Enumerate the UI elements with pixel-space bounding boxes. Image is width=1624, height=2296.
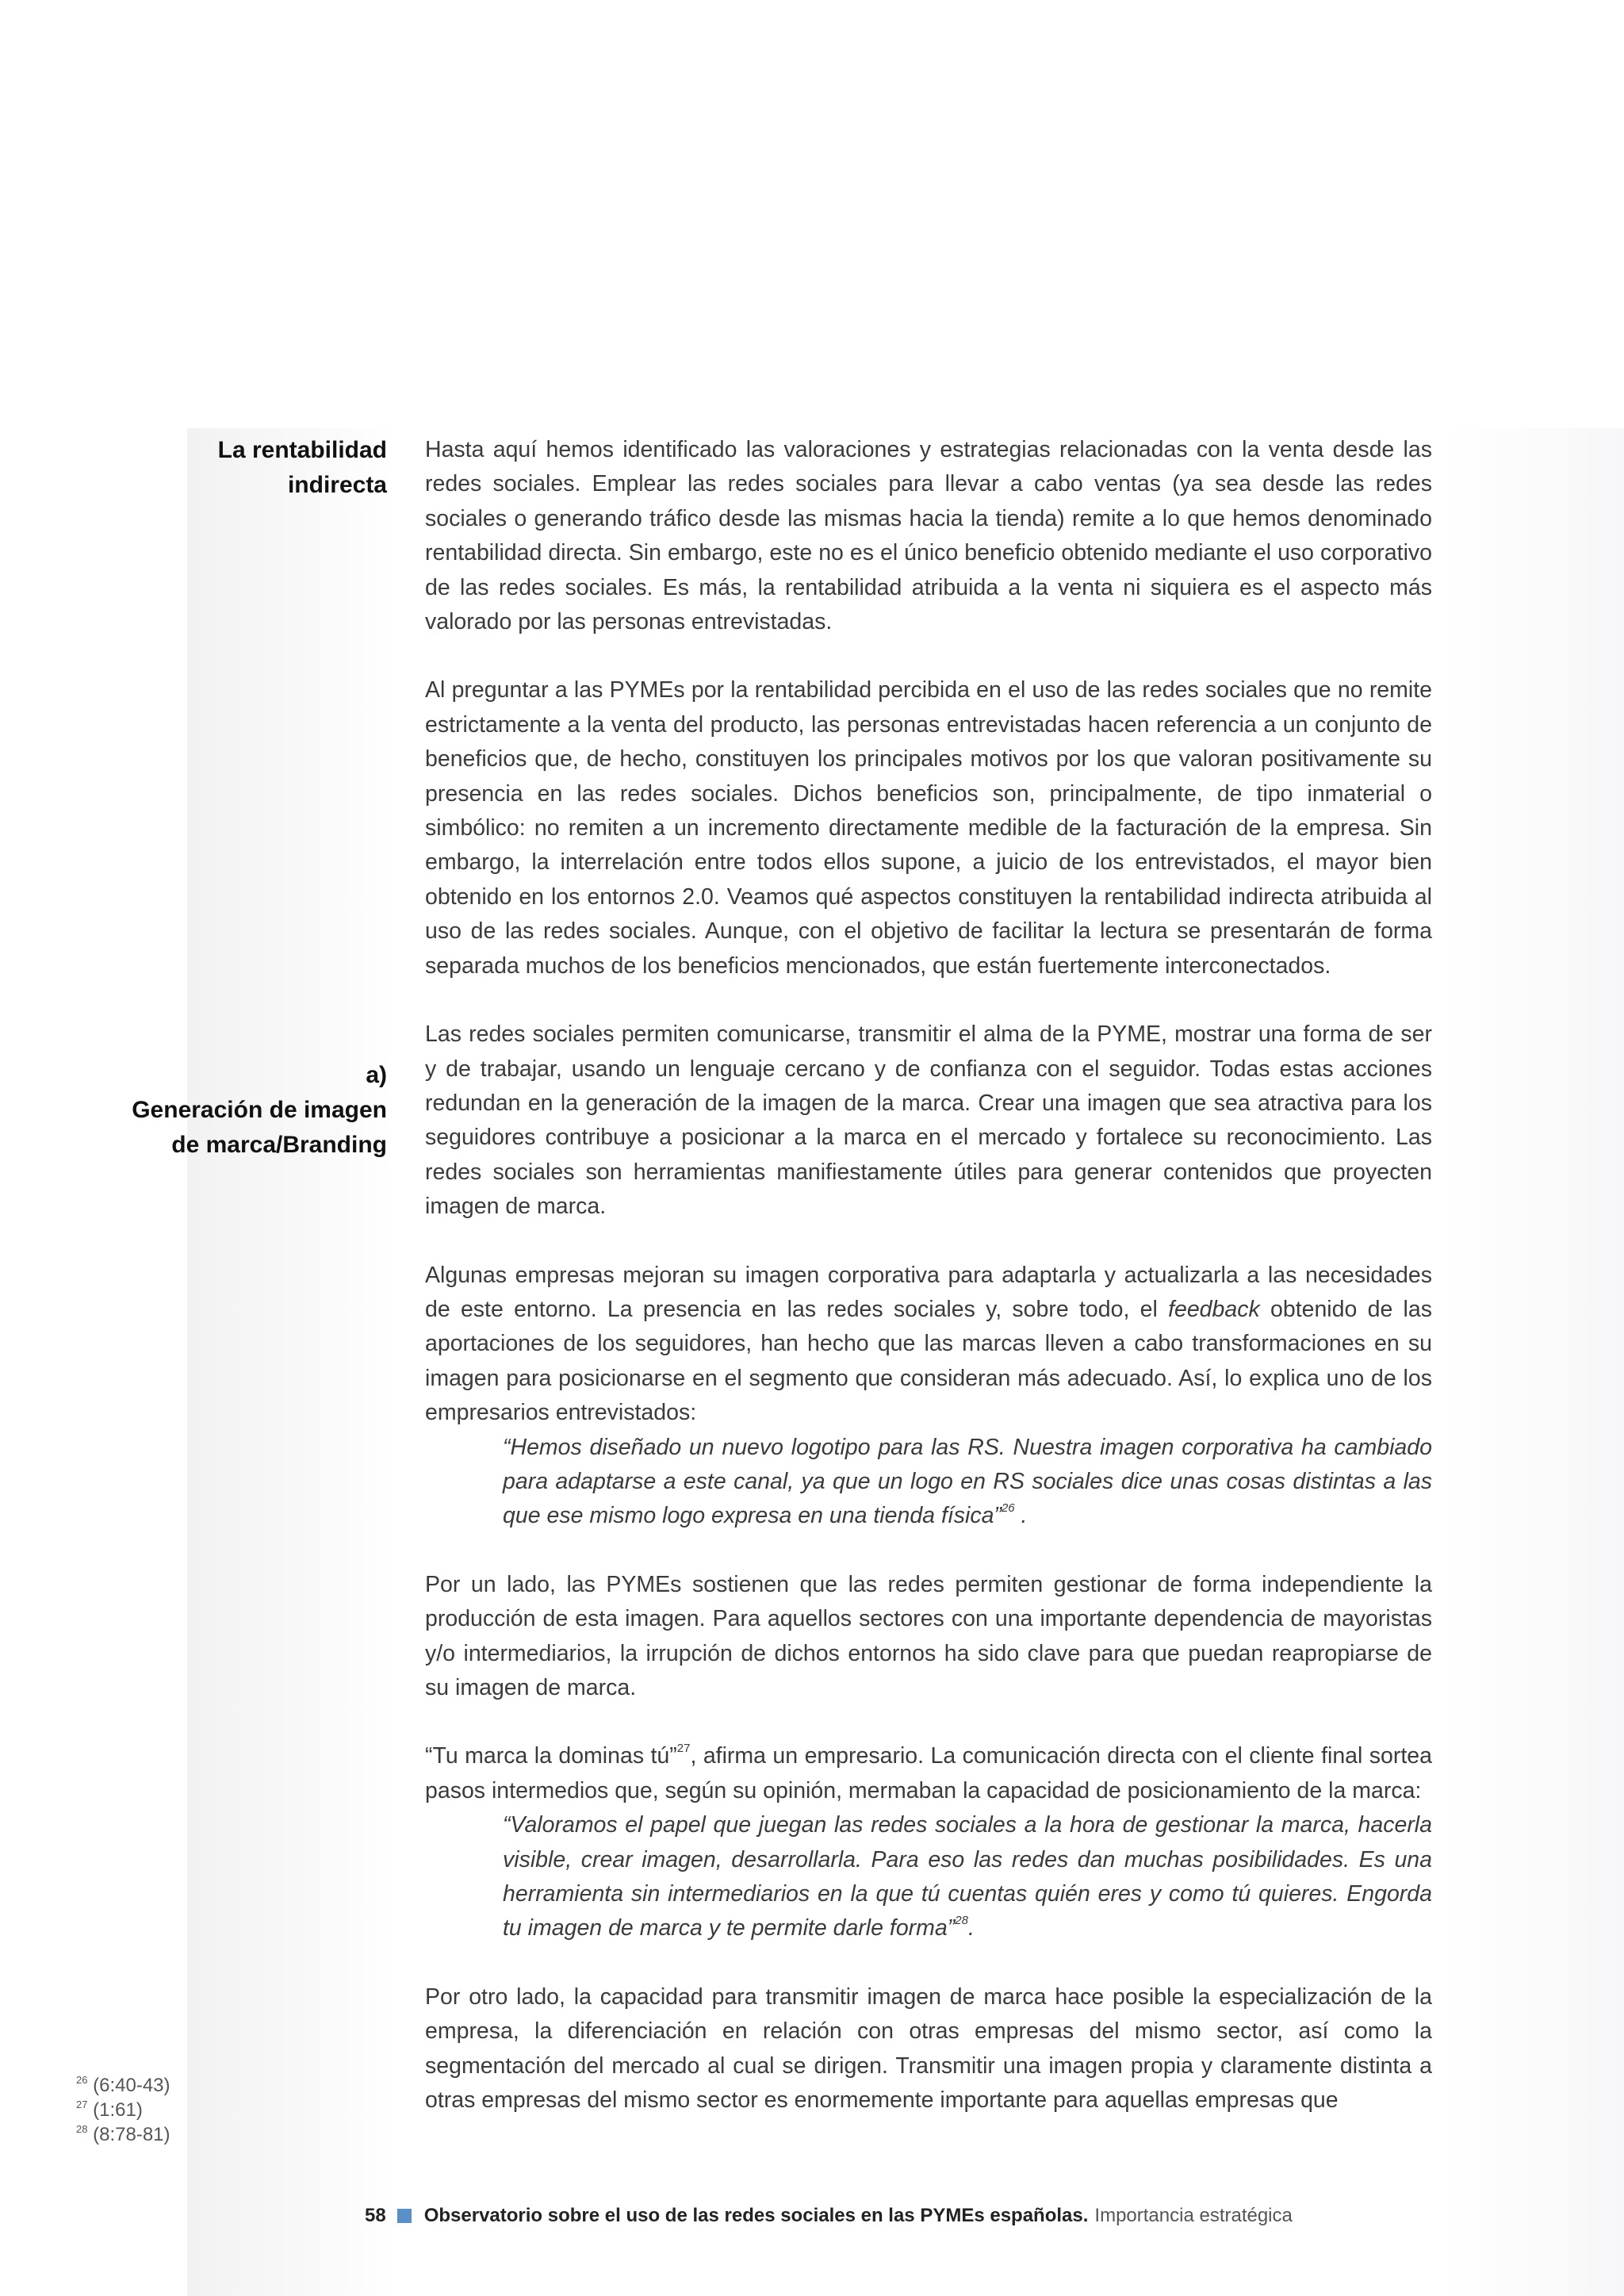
footnote-ref: 26 xyxy=(1001,1501,1015,1516)
square-bullet-icon xyxy=(397,2209,412,2223)
quote-text: “Hemos diseñado un nuevo logotipo para las RS. Nuestra imagen corporativa ha cambiado para adaptarse a este canal, ya que un logo en RS sociales dice unas cosas distintas a las que ese mismo logo expresa en una tienda física” xyxy=(503,1434,1432,1529)
footnote-text: (8:78-81) xyxy=(87,2124,170,2145)
footnotes xyxy=(76,2073,170,2147)
paragraph-text: Algunas empresas mejoran su imagen corporativa para adaptarla y actualizarla a las necesidades de este entorno. La presencia en las redes sociales y, sobre todo, el xyxy=(425,1262,1432,1322)
paragraph: Las redes sociales permiten comunicarse, transmitir el alma de la PYME, mostrar una forma de ser y de trabajar, usando un lenguaje cercano y de confianza con el seguidor. Todas estas acciones redundan en la generación de la imagen de la marca. Crear una imagen que sea atractiva para los seguidores contribuye a posicionar a la marca en el mercado y fortalece su reconocimiento. Las redes sociales son herramientas manifiestamente útiles para generar contenidos que proyecten imagen de marca. xyxy=(425,1022,1432,1220)
block-quote xyxy=(503,1808,1432,1946)
paragraph: Hasta aquí hemos identificado las valoraciones y estrategias relacionadas con la venta desde las redes sociales. Emplear las redes sociales para llevar a cabo ventas (ya sea desde las redes sociales o generando tráfico desde las mismas hacia la tienda) remite a lo que hemos denominado rentabilidad directa. Sin embargo, este no es el único beneficio obtenido mediante el uso corporativo de las redes sociales. Es más, la rentabilidad atribuida a la venta ni siquiera es el aspecto más valorado por las personas entrevistadas. xyxy=(425,437,1432,635)
emphasis-text: feedback xyxy=(1168,1296,1260,1322)
block-quote xyxy=(503,1431,1432,1534)
heading-line: a) xyxy=(366,1062,387,1088)
paragraph-text: “Tu marca la dominas tú” xyxy=(425,1743,677,1769)
paragraph: Por un lado, las PYMEs sostienen que las redes permiten gestionar de forma independiente la producción de esta imagen. Para aquellos sectores con una importante dependencia de mayoristas y/o intermediarios, la irrupción de dichos entornos ha sido clave para que puedan reapropiarse de su imagen de marca. xyxy=(425,1571,1432,1700)
body-text-column xyxy=(425,433,1432,2152)
quote-end: . xyxy=(967,1915,975,1941)
section-heading-rentabilidad-indirecta xyxy=(218,433,387,503)
footnote-text: (6:40-43) xyxy=(87,2075,170,2096)
page-shading xyxy=(1443,428,1624,2296)
footnote xyxy=(76,2073,170,2098)
footnote-text: (1:61) xyxy=(87,2099,143,2121)
publication-title: Observatorio sobre el uso de las redes sociales en las PYMEs españolas. xyxy=(423,2205,1089,2226)
footnote-number: 26 xyxy=(76,2074,88,2086)
page-footer xyxy=(365,2200,1293,2232)
page-number: 58 xyxy=(365,2205,386,2226)
heading-line: indirecta xyxy=(287,472,387,498)
paragraph-text: , afirma un empresario. La comunicación directa con el cliente final sortea pasos intermedios que, según su opinión, mermaban la capacidad de posicionamiento de la marca: xyxy=(425,1743,1432,1803)
footnote-ref: 27 xyxy=(676,1742,691,1756)
paragraph: Por otro lado, la capacidad para transmitir imagen de marca hace posible la especialización de la empresa, la diferenciación en relación con otras empresas del mismo sector, así como la segmentación del mercado al cual se dirigen. Transmitir una imagen propia y claramente distinta a otras empresas del mismo sector es enormemente importante para aquellas empresas que xyxy=(425,1984,1432,2114)
footnote-number: 28 xyxy=(76,2123,88,2135)
footnote-ref: 28 xyxy=(955,1914,968,1928)
footnote xyxy=(76,2098,170,2122)
paragraph xyxy=(425,1739,1432,1808)
footnote-number: 27 xyxy=(76,2099,88,2110)
quote-text: “Valoramos el papel que juegan las redes sociales a la hora de gestionar la marca, hacerla visible, crear imagen, desarrollarla. Para eso las redes dan muchas posibilidades. Es una herramienta sin intermediarios en la que tú cuentas quién eres y como tú quieres. Engorda tu imagen de marca y te permite darle forma” xyxy=(503,1812,1432,1941)
paragraph: Al preguntar a las PYMEs por la rentabilidad percibida en el uso de las redes sociales que no remite estrictamente a la venta del producto, las personas entrevistadas hacen referencia a un conjunto de beneficios que, de hecho, constituyen los principales motivos por los que valoran positivamente su presencia en las redes sociales. Dichos beneficios son, principalmente, de tipo inmaterial o simbólico: no remiten a un incremento directamente medible de la facturación de la empresa. Sin embargo, la interrelación entre todos ellos supone, a juicio de los entrevistados, el mayor bien obtenido en los entornos 2.0. Veamos qué aspectos constituyen la rentabilidad indirecta atribuida al uso de las redes sociales. Aunque, con el objetivo de facilitar la lectura se presentarán de forma separada muchos de los beneficios mencionados, que están fuertemente interconectados. xyxy=(425,677,1432,979)
sidebar-background xyxy=(187,428,393,2296)
footnote xyxy=(76,2122,170,2147)
paragraph xyxy=(425,1259,1432,1431)
quote-end: . xyxy=(1014,1503,1028,1529)
paragraph-text: obtenido de las aportaciones de los seguidores, han hecho que las marcas lleven a cabo transformaciones en su imagen para posicionarse en el segmento que consideran más adecuado. Así, lo explica uno de los empresarios entrevistados: xyxy=(425,1296,1432,1426)
publication-subtitle: Importancia estratégica xyxy=(1094,2205,1293,2226)
subsection-heading-branding xyxy=(132,1058,387,1163)
heading-line: La rentabilidad xyxy=(217,437,387,463)
heading-line: Generación de imagen xyxy=(132,1097,387,1123)
heading-line: de marca/Branding xyxy=(171,1132,387,1158)
